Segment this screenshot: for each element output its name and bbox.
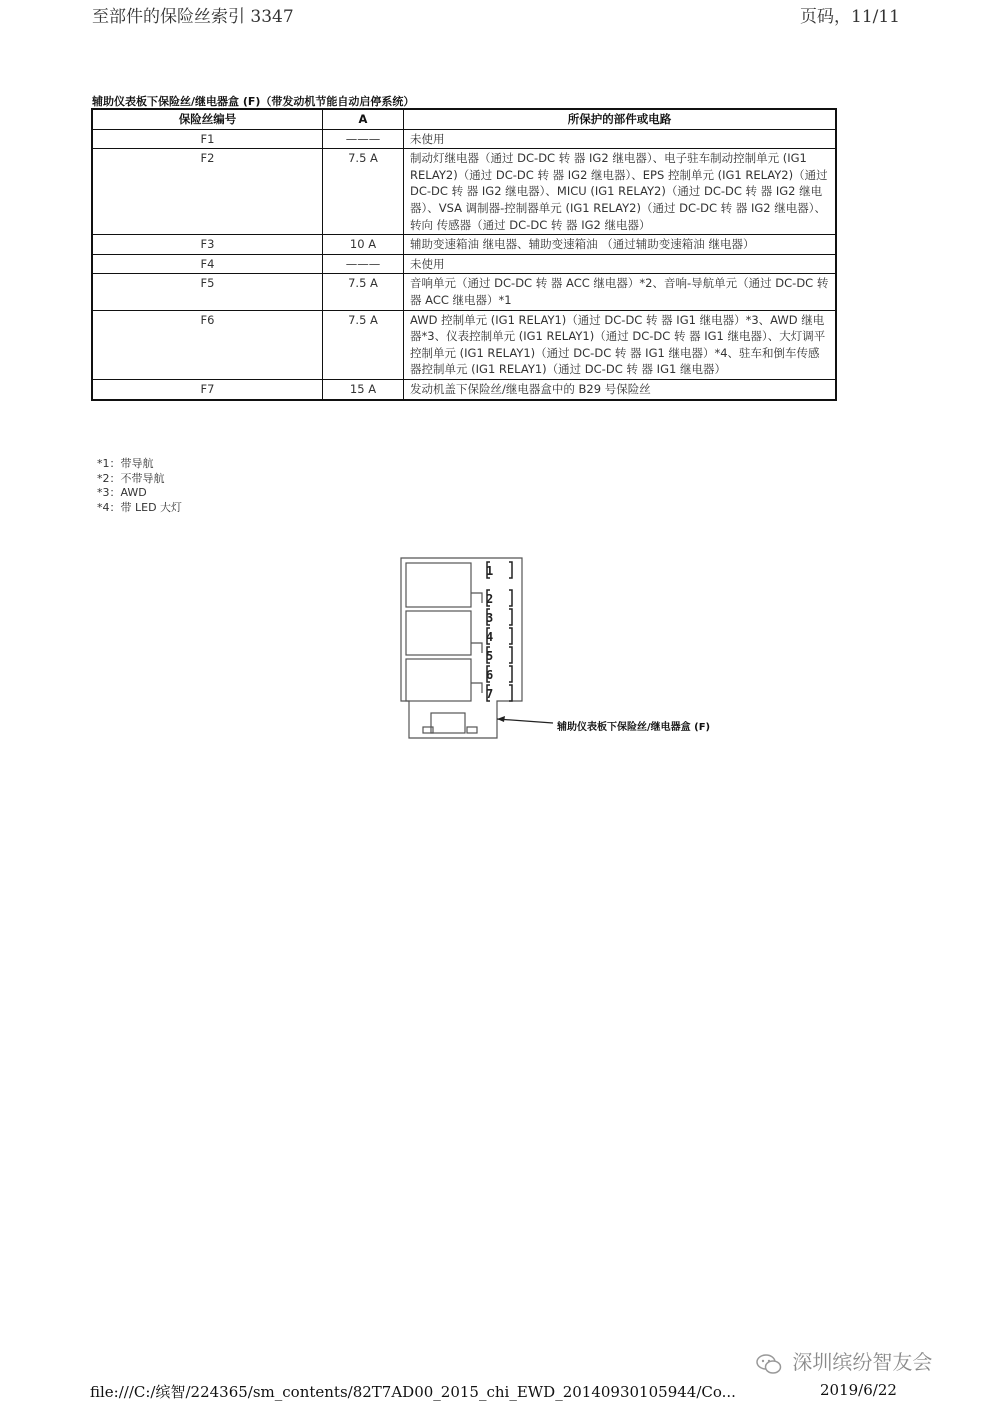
fuse-slot-label: 1 <box>486 564 494 578</box>
footnote: *2：不带导航 <box>97 471 165 485</box>
fuse-circuit: 未使用 <box>404 129 837 149</box>
pointer-arrow <box>493 713 563 733</box>
connector-slot <box>431 713 465 733</box>
box-outline <box>401 558 522 738</box>
fuse-circuit: 发动机盖下保险丝/继电器盒中的 B29 号保险丝 <box>404 379 837 399</box>
table-row <box>92 149 836 235</box>
fuse-table <box>91 108 837 401</box>
footer-date: 2019/6/22 <box>820 1381 897 1399</box>
fuse-number: F4 <box>92 254 323 274</box>
fuse-slot-label: 6 <box>486 668 494 682</box>
fuse-amperage: 7.5 A <box>323 274 404 310</box>
relay-slot <box>406 611 471 655</box>
fuse-amperage: 10 A <box>323 235 404 255</box>
footer-file-path: file:///C:/缤智/224365/sm_contents/82T7AD00_2015_chi_EWD_20140930105944/Co... <box>90 1383 736 1401</box>
fuse-slot-label: 2 <box>486 592 494 606</box>
footnote: *1：带导航 <box>97 457 154 470</box>
fuse-amperage: ——— <box>323 129 404 149</box>
table-row <box>92 274 836 310</box>
table-row <box>92 129 836 149</box>
fuse-circuit: 音响单元（通过 DC-DC 转 器 ACC 继电器）*2、音响-导航单元（通过 DC-DC 转 器 ACC 继电器）*1 <box>404 274 837 310</box>
section-title: 辅助仪表板下保险丝/继电器盒 (F)（带发动机节能自动启停系统） <box>92 95 415 108</box>
watermark-text: 深圳缤纷智友会 <box>792 1350 933 1374</box>
fuse-number: F3 <box>92 235 323 255</box>
fuse-number: F6 <box>92 310 323 379</box>
header-amperage: A <box>323 109 404 129</box>
fuse-circuit: 辅助变速箱油 继电器、辅助变速箱油 （通过辅助变速箱油 继电器） <box>404 235 837 255</box>
fuse-number: F1 <box>92 129 323 149</box>
table-header-row <box>92 109 836 129</box>
connector-tab <box>467 727 477 733</box>
fuse-circuit: 制动灯继电器（通过 DC-DC 转 器 IG2 继电器）、电子驻车制动控制单元 (IG1 RELAY2)（通过 DC-DC 转 器 IG2 继电器）、EPS 控制单元 (IG1 RELAY2)（通过 DC-DC 转 器 IG2 继电器）、MICU (IG1 RELAY2)（通过 DC-DC 转 器 IG2 继电器）、VSA 调制器-控制器单元 (IG1 RELAY2)（通过 DC-DC 转 器 IG2 继电器）、转向 传感器（通过 DC-DC 转 器 IG2 继电器） <box>404 149 837 235</box>
footnotes <box>97 457 182 515</box>
footnote: *4：带 LED 大灯 <box>97 500 183 514</box>
fuse-amperage: 7.5 A <box>323 310 404 379</box>
diagram-label: 辅助仪表板下保险丝/继电器盒 (F) <box>557 722 711 733</box>
fuse-box-diagram <box>397 553 547 747</box>
table-row <box>92 379 836 399</box>
page-number: 页码，11/11 <box>800 7 900 27</box>
table-row <box>92 310 836 379</box>
footnote: *3：AWD <box>97 486 147 499</box>
fuse-slot-label: 4 <box>486 630 494 644</box>
fuse-circuit: AWD 控制单元 (IG1 RELAY1)（通过 DC-DC 转 器 IG1 继电器）*3、AWD 继电器*3、仪表控制单元 (IG1 RELAY1)（通过 DC-DC 转 器 IG1 继电器）、大灯调平控制单元 (IG1 RELAY1)（通过 DC-DC 转 器 IG1 继电器）*4、驻车和倒车传感器控制单元 (IG1 RELAY1)（通过 DC-DC 转 器 IG1 继电器） <box>404 310 837 379</box>
header-protected-circuit: 所保护的部件或电路 <box>404 109 837 129</box>
fuse-amperage: ——— <box>323 254 404 274</box>
fuse-number: F7 <box>92 379 323 399</box>
fuse-circuit: 未使用 <box>404 254 837 274</box>
relay-slot <box>406 563 471 607</box>
relay-slot <box>406 659 471 701</box>
table-row <box>92 254 836 274</box>
fuse-number: F5 <box>92 274 323 310</box>
wechat-icon <box>756 1353 782 1375</box>
watermark <box>756 1346 932 1375</box>
table-row <box>92 235 836 255</box>
fuse-slot-label: 5 <box>486 649 494 663</box>
header-fuse-number: 保险丝编号 <box>92 109 323 129</box>
fuse-amperage: 15 A <box>323 379 404 399</box>
page-header-title: 至部件的保险丝索引 3347 <box>92 7 294 27</box>
fuse-slot-label: 7 <box>486 687 494 701</box>
fuse-amperage: 7.5 A <box>323 149 404 235</box>
fuse-slot-label: 3 <box>486 611 494 625</box>
fuse-number: F2 <box>92 149 323 235</box>
